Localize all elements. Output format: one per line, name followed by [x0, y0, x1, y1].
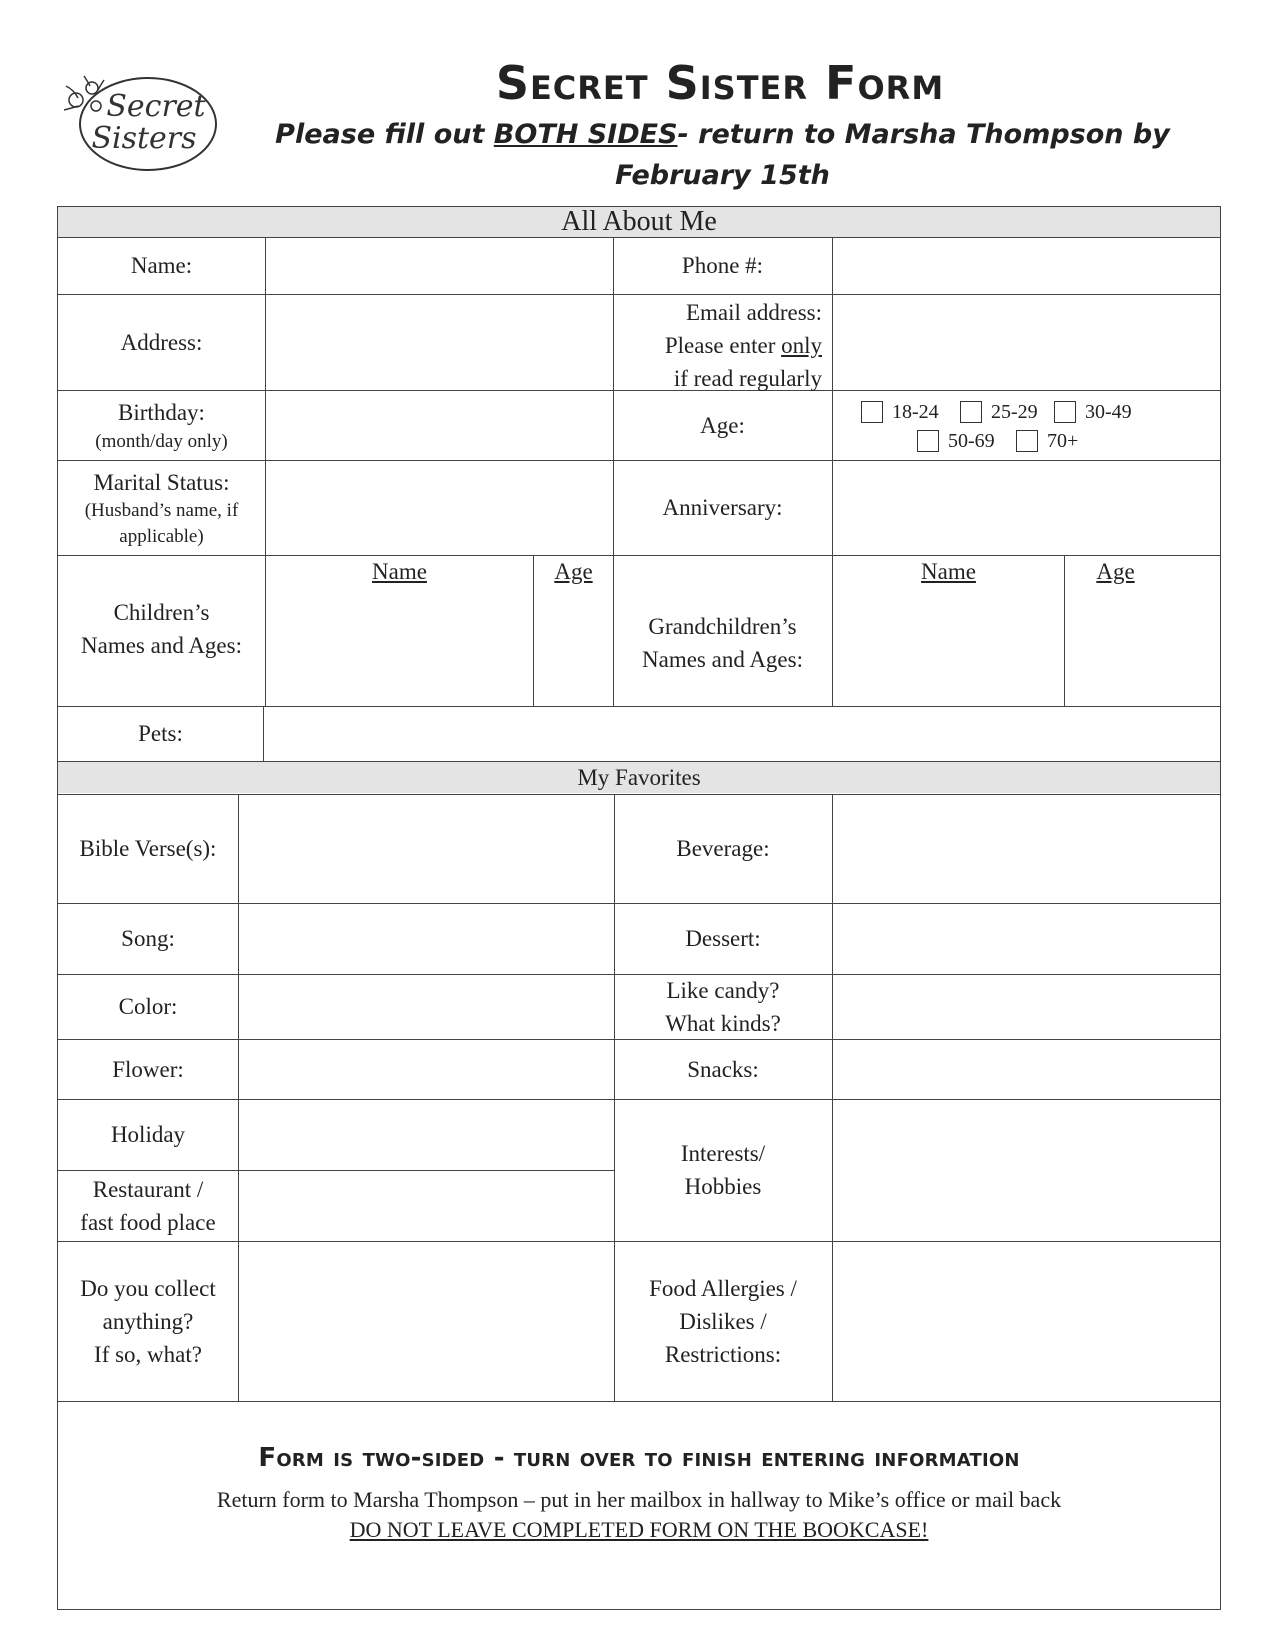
collect-label-line2: anything? — [102, 1308, 194, 1334]
color-label: Color: — [118, 994, 178, 1019]
collect-label — [58, 1241, 238, 1401]
two-sided-notice: Form is two-sided - turn over to finish entering information — [258, 1443, 1020, 1473]
grandchildren-ages-field[interactable] — [1065, 592, 1219, 706]
grandchildren-name-column-header: Name — [921, 559, 976, 584]
email-label-line2: Please enter — [664, 333, 782, 358]
email-label-emphasis: only — [781, 333, 822, 358]
age-checkbox-50-69[interactable] — [917, 430, 939, 452]
logo-text-line2: Sisters — [91, 121, 197, 156]
logo-text-line1: Secret — [106, 89, 206, 124]
grandchildren-label-line1: Grandchildren’s — [648, 614, 797, 639]
pets-label: Pets: — [138, 721, 183, 746]
email-label-line1: Email address: — [685, 300, 822, 325]
candy-label — [614, 974, 832, 1039]
age-option-25-29[interactable] — [960, 399, 1038, 425]
children-ages-field[interactable] — [534, 592, 613, 706]
beverage-label: Beverage: — [676, 836, 770, 861]
dessert-label: Dessert: — [685, 926, 761, 951]
anniversary-label: Anniversary: — [662, 495, 783, 520]
address-field[interactable] — [266, 295, 613, 390]
age-option-50-69[interactable] — [917, 428, 995, 454]
restaurant-label — [58, 1170, 238, 1241]
phone-label: Phone #: — [681, 253, 764, 278]
marital-status-label-text: Marital Status: — [93, 469, 230, 495]
age-option-label: 18-24 — [892, 401, 939, 423]
address-label: Address: — [120, 329, 203, 355]
bible-verse-field[interactable] — [239, 795, 614, 903]
interests-label-line2: Hobbies — [684, 1174, 762, 1199]
beverage-field[interactable] — [833, 795, 1219, 903]
interests-label-line1: Interests/ — [680, 1141, 766, 1166]
interests-label — [614, 1099, 832, 1241]
bookcase-warning: DO NOT LEAVE COMPLETED FORM ON THE BOOKCASE! — [349, 1517, 929, 1542]
email-label — [613, 296, 822, 395]
pets-field[interactable] — [264, 707, 1219, 761]
candy-field[interactable] — [833, 975, 1219, 1039]
candy-label-line1: Like candy? — [666, 977, 780, 1003]
age-option-label: 50-69 — [948, 430, 995, 452]
allergies-label-line3: Restrictions: — [664, 1341, 782, 1367]
restaurant-label-line1: Restaurant / — [92, 1176, 204, 1202]
birthday-field[interactable] — [266, 391, 613, 460]
grandchildren-label — [613, 583, 832, 703]
name-field[interactable] — [266, 238, 613, 294]
grandchildren-age-column-header: Age — [1096, 559, 1135, 584]
dessert-field[interactable] — [833, 904, 1219, 974]
anniversary-field[interactable] — [833, 461, 1219, 555]
marital-status-label — [58, 462, 265, 555]
age-checkbox-18-24[interactable] — [861, 401, 883, 423]
holiday-label: Holiday — [110, 1122, 186, 1147]
allergies-field[interactable] — [833, 1242, 1219, 1401]
allergies-label-line2: Dislikes / — [679, 1308, 767, 1334]
marital-status-field[interactable] — [266, 461, 613, 555]
age-checkbox-30-49[interactable] — [1054, 401, 1076, 423]
marital-status-sublabel: (Husband’s name, if applicable) — [84, 499, 239, 547]
subtitle-line2: February 15th — [615, 160, 830, 191]
section-header-favorites: My Favorites — [58, 762, 1220, 793]
flower-field[interactable] — [239, 1040, 614, 1099]
email-label-line3: if read regularly — [673, 366, 822, 391]
secret-sisters-logo — [56, 66, 220, 178]
flower-label: Flower: — [112, 1056, 184, 1082]
age-option-18-24[interactable] — [861, 399, 939, 425]
form-title: Secret Sister Form — [495, 56, 945, 110]
holiday-field[interactable] — [239, 1100, 614, 1170]
children-names-field[interactable] — [266, 592, 533, 706]
section-header-about-me: All About Me — [58, 207, 1220, 237]
snacks-label: Snacks: — [687, 1056, 759, 1082]
name-label: Name: — [130, 253, 193, 278]
restaurant-field[interactable] — [239, 1171, 614, 1241]
age-checkbox-70-plus[interactable] — [1016, 430, 1038, 452]
return-instructions: Return form to Marsha Thompson – put in her mailbox in hallway to Mike’s office or mail back — [216, 1487, 1062, 1512]
subtitle-post: - return to Marsha Thompson by — [677, 119, 1170, 150]
age-option-label: 70+ — [1047, 430, 1079, 452]
collect-label-line3: If so, what? — [94, 1341, 202, 1367]
subtitle-pre: Please fill out — [275, 119, 494, 150]
children-label-line1: Children’s — [113, 600, 210, 625]
snacks-field[interactable] — [833, 1040, 1219, 1099]
bible-verse-label: Bible Verse(s): — [79, 836, 217, 861]
allergies-label-line1: Food Allergies / — [649, 1275, 797, 1301]
age-option-70-plus[interactable] — [1016, 428, 1078, 454]
birthday-label — [58, 390, 265, 460]
age-checkbox-25-29[interactable] — [960, 401, 982, 423]
form-subtitle — [270, 114, 1175, 196]
grandchildren-label-line2: Names and Ages: — [642, 647, 803, 672]
allergies-label — [614, 1241, 832, 1401]
birthday-label-text: Birthday: — [118, 399, 205, 425]
age-option-label: 30-49 — [1085, 401, 1132, 423]
phone-field[interactable] — [833, 238, 1219, 294]
collect-label-line1: Do you collect — [80, 1275, 216, 1301]
children-name-column-header: Name — [372, 559, 427, 584]
birthday-sublabel: (month/day only) — [95, 430, 228, 452]
color-field[interactable] — [239, 975, 614, 1039]
candy-label-line2: What kinds? — [665, 1010, 781, 1036]
grandchildren-names-field[interactable] — [833, 592, 1064, 706]
subtitle-emphasis: BOTH SIDES — [493, 119, 678, 150]
children-label-line2: Names and Ages: — [81, 633, 242, 658]
restaurant-label-line2: fast food place — [80, 1209, 216, 1235]
age-label: Age: — [700, 412, 745, 438]
email-field[interactable] — [833, 295, 1219, 390]
age-option-label: 25-29 — [991, 401, 1038, 423]
song-label: Song: — [121, 926, 175, 951]
age-option-30-49[interactable] — [1054, 399, 1132, 425]
secret-sister-form — [57, 206, 1221, 1610]
children-label — [58, 569, 265, 689]
song-field[interactable] — [239, 904, 614, 974]
collect-field[interactable] — [239, 1242, 614, 1401]
children-age-column-header: Age — [554, 559, 593, 584]
interests-field[interactable] — [833, 1100, 1219, 1241]
